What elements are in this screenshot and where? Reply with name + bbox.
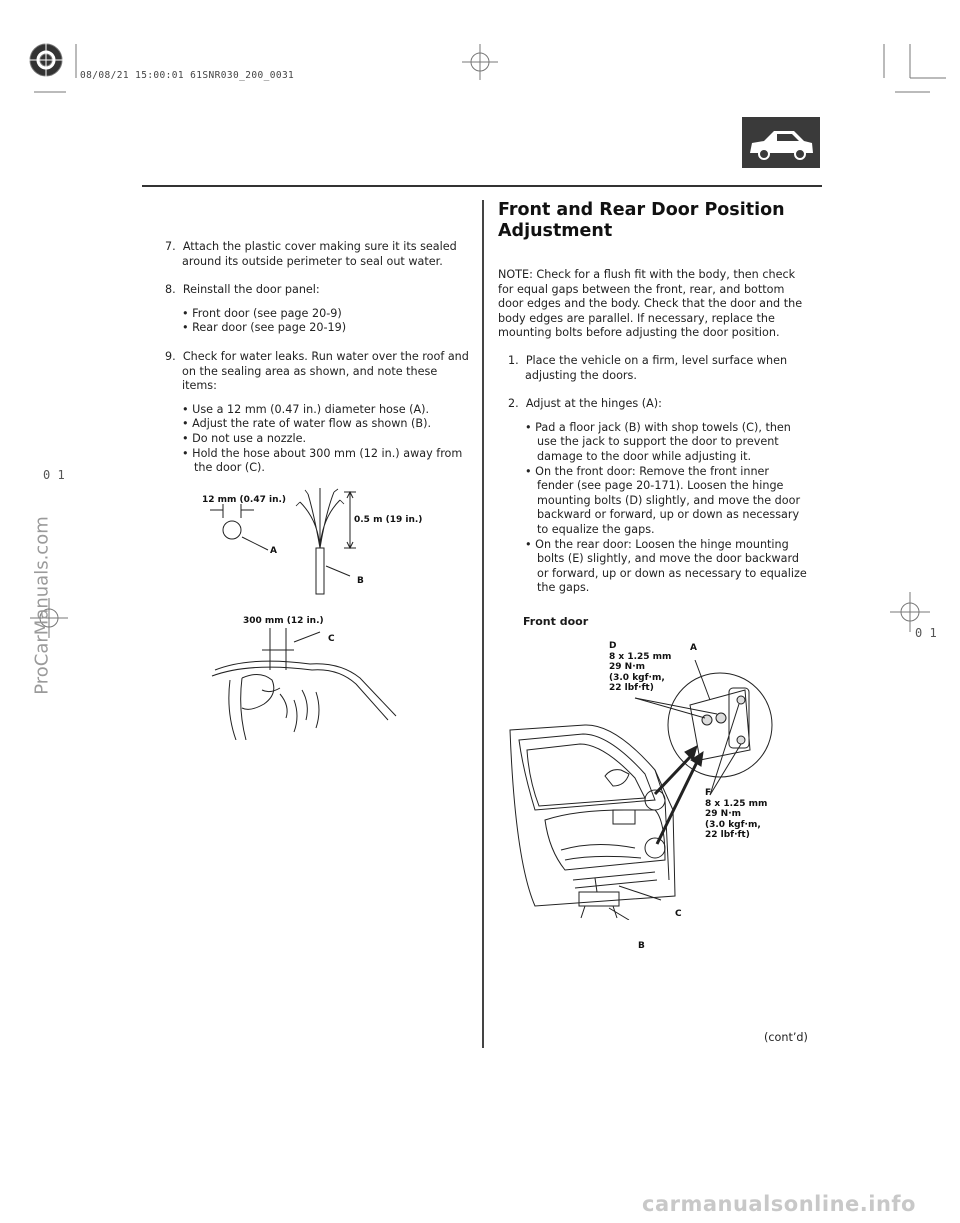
list-item: • On the front door: Remove the front inner fender (see page 20-171). Loosen the hinge mounting bolts (D) slightly, and move the door backward or forward, up or down as necessary to equalize the gaps. xyxy=(525,464,801,536)
list-item: • On the rear door: Loosen the hinge mounting bolts (E) slightly, and move the door backward or forward, up or down as necessary to equalize the gaps. xyxy=(525,537,807,595)
header-rule xyxy=(142,185,822,187)
list-item: • Hold the hose about 300 mm (12 in.) away from the door (C). xyxy=(182,446,463,475)
list-item: • Adjust the rate of water flow as shown (B). xyxy=(182,417,432,431)
flow-height-label: 0.5 m (19 in.) xyxy=(354,515,423,525)
hose-diameter-label: 12 mm (0.47 in.) xyxy=(202,495,287,505)
side-mark-left: 0 1 xyxy=(43,468,65,482)
list-item: • Pad a floor jack (B) with shop towels (C), then use the jack to support the door to prevent damage to the door while adjusting it. xyxy=(525,420,791,463)
step-8: 8. Reinstall the door panel: xyxy=(165,283,320,297)
d-spec-lbf: 22 lbf·ft) xyxy=(609,683,654,693)
callout-a-hinge: A xyxy=(690,643,697,653)
callout-c: C xyxy=(328,634,335,644)
d-spec-nm: 29 N·m xyxy=(609,662,645,672)
f-spec-lbf: 22 lbf·ft) xyxy=(705,830,750,840)
callout-c-towels: C xyxy=(675,909,682,919)
print-stamp: 08/08/21 15:00:01 61SNR030_200_0031 xyxy=(80,70,295,81)
section-title xyxy=(498,200,818,242)
column-divider xyxy=(482,200,484,1048)
continued-label: (cont’d) xyxy=(764,1031,808,1044)
page-title-line-2: Adjustment xyxy=(498,221,613,241)
step-2: 2. Adjust at the hinges (A): xyxy=(508,397,662,411)
footer-watermark: carmanualsonline.info xyxy=(642,1192,916,1216)
step-7: 7. Attach the plastic cover making sure it its sealed around its outside perimeter to seal out water. xyxy=(165,240,457,268)
left-column xyxy=(165,240,470,476)
distance-label: 300 mm (12 in.) xyxy=(243,616,324,626)
list-item: • Front door (see page 20-9) xyxy=(182,306,342,320)
f-spec-nm: 29 N·m xyxy=(705,809,741,819)
callout-d: D 8 x 1.25 mm 29 N·m (3.0 kgf·m, 22 lbf·ft) xyxy=(609,641,672,693)
car-body-icon xyxy=(742,117,820,168)
callout-a: A xyxy=(270,546,277,556)
right-column xyxy=(498,268,808,596)
f-spec-size: 8 x 1.25 mm xyxy=(705,798,768,809)
step-1: 1. Place the vehicle on a firm, level surface when adjusting the doors. xyxy=(508,353,788,382)
figure-title: Front door xyxy=(523,615,589,628)
page-title-line-1: Front and Rear Door Position xyxy=(498,200,785,220)
step-9: 9. Check for water leaks. Run water over the roof and on the sealing area as shown, and note these items: xyxy=(165,349,469,393)
list-item: • Rear door (see page 20-19) xyxy=(182,321,347,335)
d-spec-size: 8 x 1.25 mm xyxy=(609,651,672,662)
callout-f: F 8 x 1.25 mm 29 N·m (3.0 kgf·m, 22 lbf·ft) xyxy=(705,788,768,840)
f-spec-kgf: (3.0 kgf·m, xyxy=(705,819,761,830)
list-item: • Do not use a nozzle. xyxy=(182,431,307,445)
callout-b-jack: B xyxy=(638,941,645,951)
list-item: • Use a 12 mm (0.47 in.) diameter hose (A). xyxy=(182,402,430,416)
d-spec-kgf: (3.0 kgf·m, xyxy=(609,672,665,683)
side-mark-right: 0 1 xyxy=(915,626,937,640)
side-watermark: ProCarManuals.com xyxy=(31,516,53,695)
note: NOTE: Check for a flush fit with the body, then check for equal gaps between the front, rear, and bottom door edges and the body. Check that the door and the body edges are parallel. If necessary, replace the mounting bolts before adjusting the door position. xyxy=(498,268,803,340)
callout-b: B xyxy=(357,576,364,586)
